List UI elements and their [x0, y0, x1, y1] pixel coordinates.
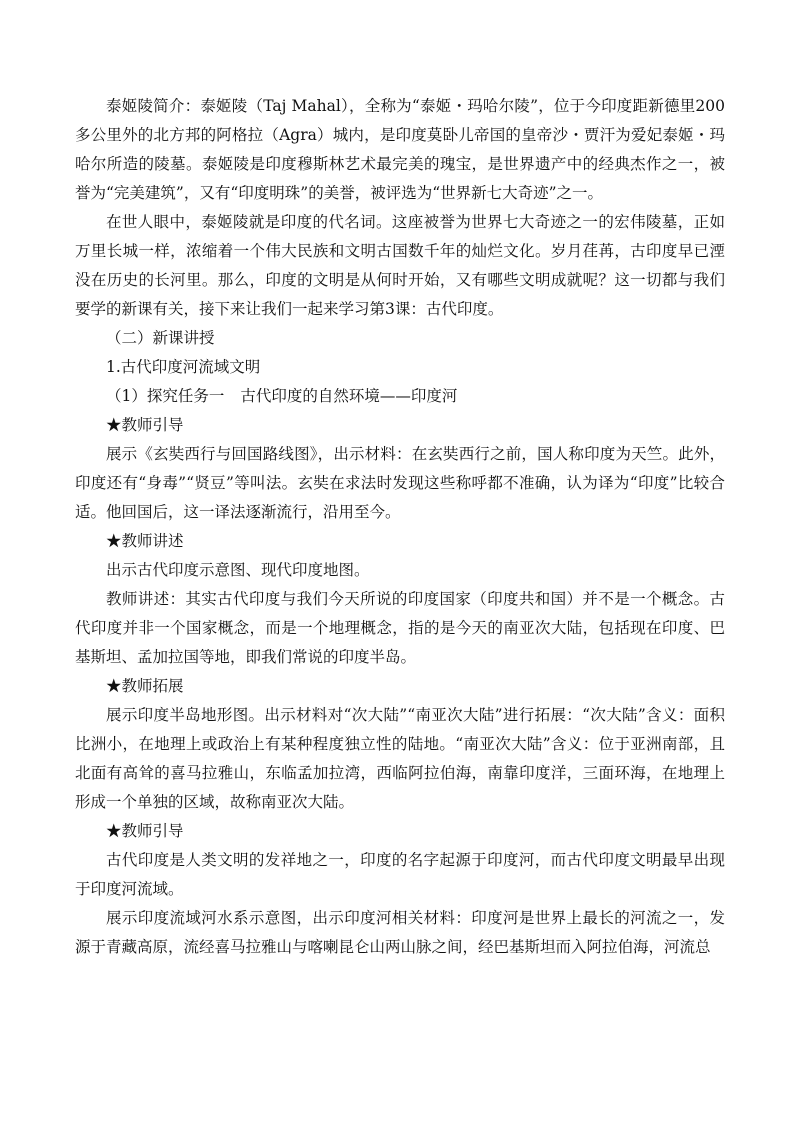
subcontinent-paragraph: 展示印度半岛地形图。出示材料对“次大陆”“南亚次大陆”进行拓展：“次大陆”含义：面积比洲小，在地理上或政治上有某种程度独立性的陆地。“南亚次大陆”含义：位于亚洲南部，且北面有高耸的喜马拉雅山，东临孟加拉湾，西临阿拉伯海，南靠印度洋，三面环海，在地理上形成一个单独的区域，故称南亚次大陆。 [75, 706, 725, 811]
indus-origin-paragraph: 古代印度是人类文明的发祥地之一，印度的名字起源于印度河，而古代印度文明最早出现于印度河流域。 [75, 851, 725, 898]
intro-taj-mahal-paragraph: 泰姬陵简介：泰姬陵（Taj Mahal），全称为“泰姬・玛哈尔陵”，位于今印度距新德里200多公里外的北方邦的阿格拉（Agra）城内，是印度莫卧儿帝国的皇帝沙・贾汗为爱妃泰姬・玛哈尔所造的陵墓。泰姬陵是印度穆斯林艺术最完美的瑰宝，是世界遗产中的经典杰作之一，被誉为“完美建筑”，又有“印度明珠”的美誉，被评选为“世界新七大奇迹”之一。 [75, 97, 725, 202]
task-heading [75, 382, 725, 411]
indus-river-paragraph: 展示印度流域河水系示意图，出示印度河相关材料：印度河是世界上最长的河流之一，发源于青藏高原，流经喜马拉雅山与喀喇昆仑山两山脉之间，经巴基斯坦而入阿拉伯海，河流总 [75, 909, 725, 956]
teacher-guide-heading: ★教师引导 [106, 416, 184, 434]
intro-civilization-paragraph: 在世人眼中，泰姬陵就是印度的代名词。这座被誉为世界七大奇迹之一的宏伟陵墓，正如万里长城一样，浓缩着一个伟大民族和文明古国数千年的灿烂文化。岁月荏苒，古印度早已湮没在历史的长河里。那么，印度的文明是从何时开始，又有哪些文明成就呢？这一切都与我们要学的新课有关，接下来让我们一起来学习第3课：古代印度。 [75, 213, 725, 318]
teacher-guide-heading-2: ★教师引导 [106, 822, 184, 840]
document-body [75, 92, 725, 962]
subsection-heading-indus-civilization: 1.古代印度河流域文明 [106, 358, 261, 376]
maps-paragraph: 出示古代印度示意图、现代印度地图。 [106, 561, 370, 579]
ancient-india-concept-paragraph: 教师讲述：其实古代印度与我们今天所说的印度国家（印度共和国）并不是一个概念。古代印度并非一个国家概念，而是一个地理概念，指的是今天的南亚次大陆，包括现在印度、巴基斯坦、孟加拉国等地，即我们常说的印度半岛。 [75, 590, 725, 666]
task-label: （1）探究任务一 [106, 387, 225, 405]
xuanzang-route-paragraph: 展示《玄奘西行与回国路线图》，出示材料：在玄奘西行之前，国人称印度为天竺。此外，印度还有“身毒”“贤豆”等叫法。玄奘在求法时发现这些称呼都不准确，认为译为“印度”比较合适。他回国后，这一译法逐渐流行，沿用至今。 [75, 445, 725, 521]
task-title: 古代印度的自然环境——印度河 [240, 387, 458, 405]
teacher-narration-heading: ★教师讲述 [106, 532, 184, 550]
section-heading-new-lesson: （二）新课讲授 [106, 329, 215, 347]
teacher-extension-heading: ★教师拓展 [106, 677, 184, 695]
